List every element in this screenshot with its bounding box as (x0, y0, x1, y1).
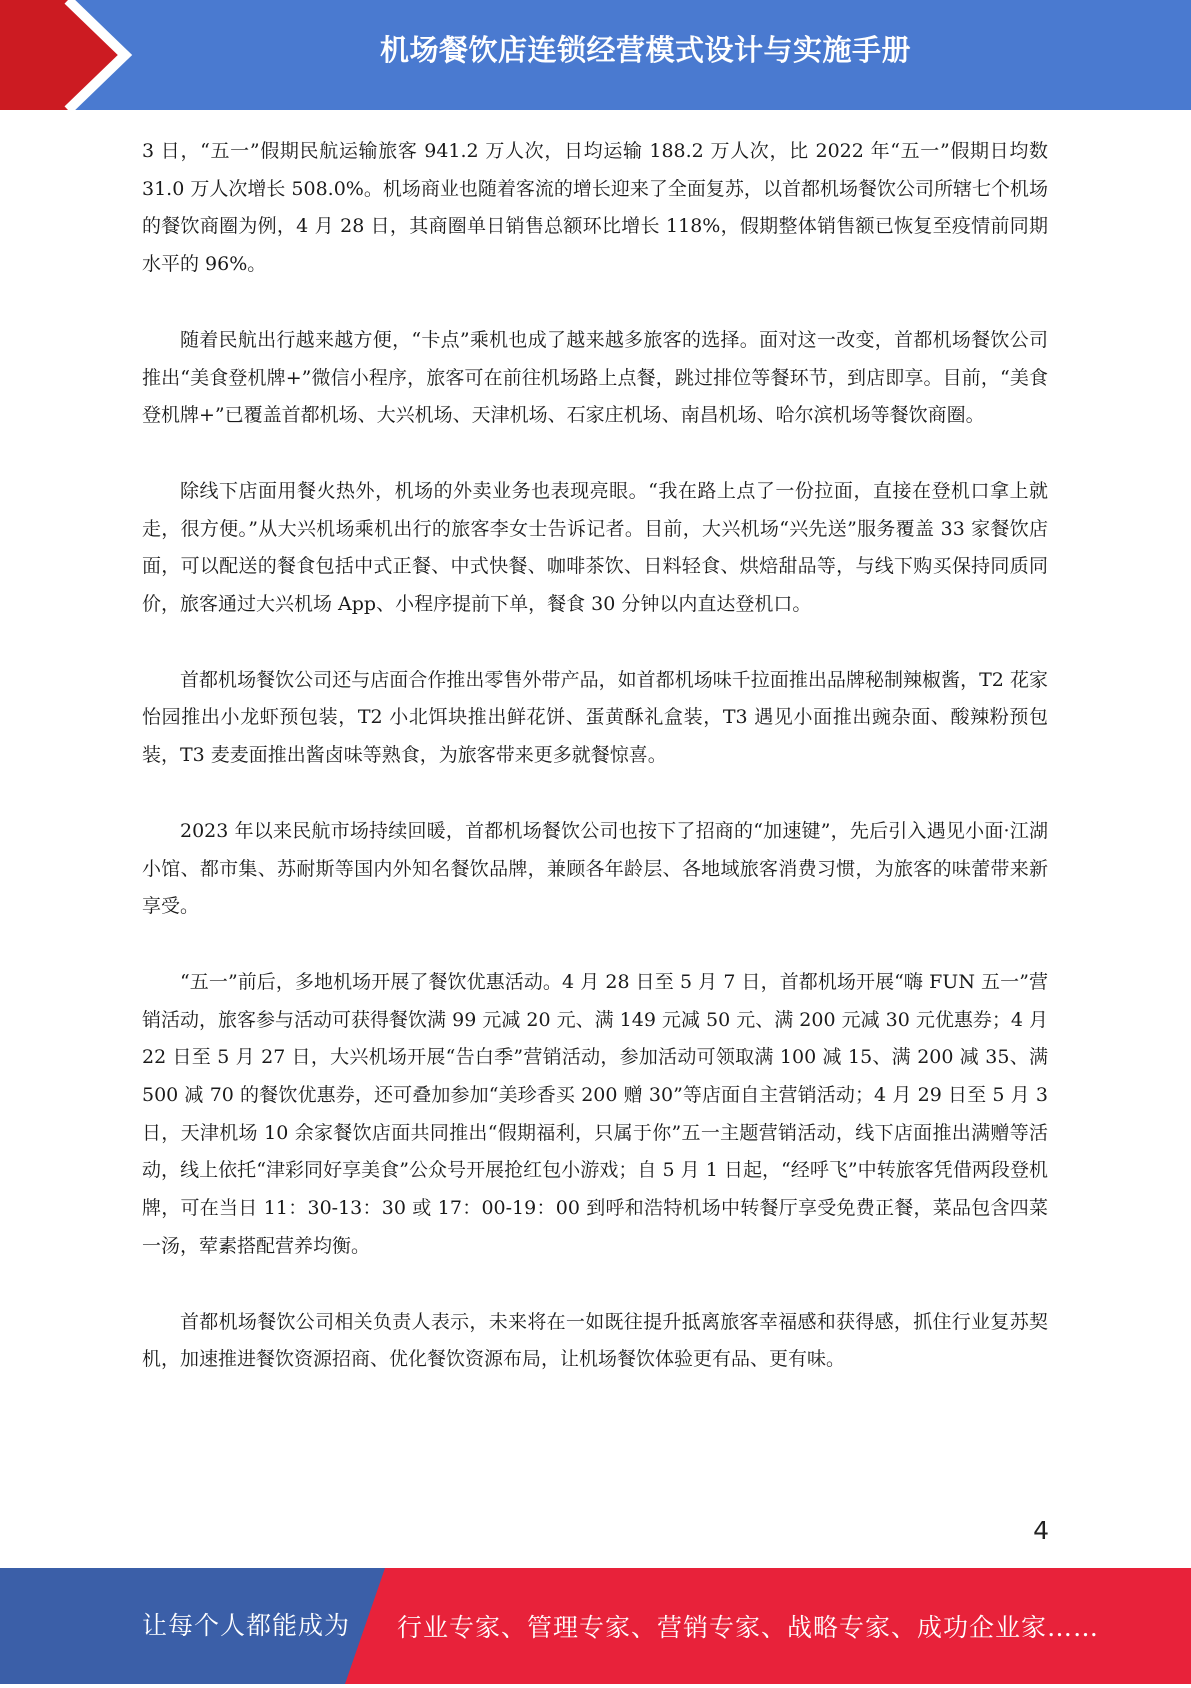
footer-slogan-right: 行业专家、管理专家、营销专家、战略专家、成功企业家…… (397, 1613, 1100, 1642)
header-chevron-decoration (0, 0, 160, 110)
paragraph: 首都机场餐饮公司还与店面合作推出零售外带产品，如首都机场味千拉面推出品牌秘制辣椒酱，T2 花家怡园推出小龙虾预包装，T2 小北饵块推出鲜花饼、蛋黄酥礼盒装，T3 遇见小面推出豌杂面、酸辣粉预包装，T3 麦麦面推出酱卤味等熟食，为旅客带来更多就餐惊喜。 (142, 668, 1048, 767)
paragraph: 首都机场餐饮公司相关负责人表示，未来将在一如既往提升抵离旅客幸福感和获得感，抓住行业复苏契机，加速推进餐饮资源招商、优化餐饮资源布局，让机场餐饮体验更有品、更有味。 (142, 1310, 1048, 1371)
page-header (0, 0, 1191, 110)
paragraph: 2023 年以来民航市场持续回暖，首都机场餐饮公司也按下了招商的“加速键”，先后引入遇见小面·江湖小馆、都市集、苏耐斯等国内外知名餐饮品牌，兼顾各年龄层、各地域旅客消费习惯，为旅客的味蕾带来新享受。 (142, 819, 1048, 918)
page-number: 4 (1033, 1516, 1049, 1545)
footer-slogan-left: 让每个人都能成为 (142, 1611, 351, 1640)
document-title: 机场餐饮店连锁经营模式设计与实施手册 (379, 33, 911, 67)
paragraph: 除线下店面用餐火热外，机场的外卖业务也表现亮眼。“我在路上点了一份拉面，直接在登机口拿上就走，很方便。”从大兴机场乘机出行的旅客李女士告诉记者。目前，大兴机场“兴先送”服务覆盖 33 家餐饮店面，可以配送的餐食包括中式正餐、中式快餐、咖啡茶饮、日料轻食、烘焙甜品等，与线下购买保持同质同价，旅客通过大兴机场 App、小程序提前下单，餐食 30 分钟以内直达登机口。 (142, 479, 1048, 616)
paragraph: 随着民航出行越来越方便，“卡点”乘机也成了越来越多旅客的选择。面对这一改变，首都机场餐饮公司推出“美食登机牌+”微信小程序，旅客可在前往机场路上点餐，跳过排位等餐环节，到店即享。目前，“美食登机牌+”已覆盖首都机场、大兴机场、天津机场、石家庄机场、南昌机场、哈尔滨机场等餐饮商圈。 (142, 328, 1048, 427)
page-footer (0, 1568, 1191, 1684)
paragraph: 3 日，“五一”假期民航运输旅客 941.2 万人次，日均运输 188.2 万人次，比 2022 年“五一”假期日均数 31.0 万人次增长 508.0%。机场商业也随着客流的增长迎来了全面复苏，以首都机场餐饮公司所辖七个机场的餐饮商圈为例，4 月 28 日，其商圈单日销售总额环比增长 118%，假期整体销售额已恢复至疫情前同期水平的 96%。 (142, 140, 1048, 276)
paragraph: “五一”前后，多地机场开展了餐饮优惠活动。4 月 28 日至 5 月 7 日，首都机场开展“嗨 FUN 五一”营销活动，旅客参与活动可获得餐饮满 99 元减 20 元、满 149 元减 50 元、满 200 元减 30 元优惠券；4 月 22 日至 5 月 27 日，大兴机场开展“告白季”营销活动，参加活动可领取满 100 减 15、满 200 减 35、满 500 减 70 的餐饮优惠券，还可叠加参加“美珍香买 200 赠 30”等店面自主营销活动；4 月 29 日至 5 月 3 日，天津机场 10 余家餐饮店面共同推出“假期福利，只属于你”五一主题营销活动，线下店面推出满赠等活动，线上依托“津彩同好享美食”公众号开展抢红包小游戏；自 5 月 1 日起，“经呼飞”中转旅客凭借两段登机牌，可在当日 11：30-13：30 或 17：00-19：00 到呼和浩特机场中转餐厅享受免费正餐，菜品包含四菜一汤，荤素搭配营养均衡。 (142, 970, 1048, 1257)
article-body (142, 133, 1048, 1417)
